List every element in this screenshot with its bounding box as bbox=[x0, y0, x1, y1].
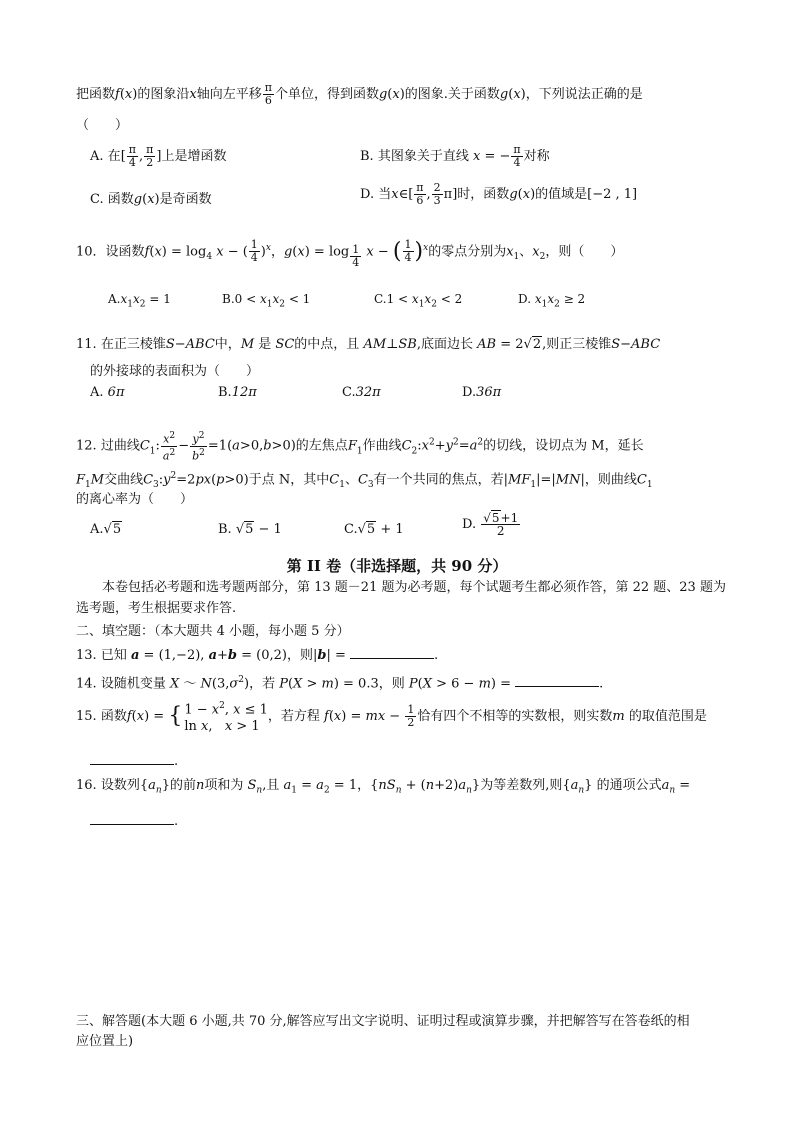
q9-option-c: C. 函数g(x)是奇函数 bbox=[90, 192, 212, 207]
q12-stem-line3: 的离心率为（ ） bbox=[76, 492, 194, 507]
q10-option-c: $C.1 < x_1x_2 < 2$ bbox=[374, 292, 463, 310]
q11-stem: 11. 在正三棱锥S−ABC中，M 是 SC的中点，且 AM⊥SB,底面边长 AB = 2√2,则正三棱锥S−ABC bbox=[76, 337, 661, 352]
q13: 13. 已知 a = (1,−2), a+b = (0,2)，则|b| = . bbox=[76, 648, 439, 663]
q16: 16. 设数列$\{a_n\}$的前n项和为 $S_n$,且 $a_1 = a_2 = 1$，$\{nS_n + (n+2)a_n\}$为等差数列,则$\{a_n\}$ 的通项公式$a_n$ = bbox=[76, 778, 691, 796]
fill-header: 二、填空题：（本大题共 4 小题，每小题 5 分） bbox=[76, 624, 350, 639]
q14: 14. 设随机变量 X ～ $N(3,\sigma^2)$，若 P(X > m) = 0.3，则 P(X > 6 − m) = . bbox=[76, 675, 604, 692]
q12-option-c: C.√5 + 1 bbox=[344, 522, 404, 537]
section-title: 第 II 卷（非选择题，共 90 分） bbox=[286, 557, 508, 575]
q12-stem-line2: $F_1M$交曲线$C_3:y^2=2px(p>0)$于点 N，其中$C_1$、$C_3$有一个共同的焦点，若$|MF_1|=|MN|$，则曲线$C_1$ bbox=[76, 471, 653, 490]
q12-option-d: D. $\frac{√5+1}{2}$ bbox=[462, 511, 519, 538]
q12-option-b: B. √5 − 1 bbox=[218, 522, 282, 537]
solve-header: 三、解答题(本大题 6 小题,共 70 分,解答应写出文字说明、证明过程或演算步骤，并把解答写在答卷纸的相 应位置上) bbox=[76, 1014, 690, 1049]
q10-stem: 10．设函数$f(x) = \log_4 x$ − ( $\frac{1}{4}$ )$^x$，g(x) = log $_{\frac{1}{4}}$ x − ( $\frac{1}{4}$ )$^x$的零点分别为$x_1$、$x_2$，则（ ） bbox=[76, 238, 624, 269]
q11-stem-cont: 的外接球的表面积为（ ） bbox=[90, 364, 260, 379]
q15-answer: . bbox=[90, 752, 738, 772]
q15: 15. 函数f(x) = { $1 - x^2$, x ≤ 1 ln x, x > 1，若方程 f(x) = mx − $\frac{1}{2}$ 恰有四个不相等的实数根，则实数m 的取值范围是 bbox=[76, 701, 707, 735]
q9-paren: （ ） bbox=[76, 118, 129, 133]
q9-stem: 把函数f(x)的图象沿x轴向左平移 $\frac{\pi}{6}$ 个单位，得到函数g(x)的图象.关于函数g(x)，下列说法正确的是 bbox=[76, 81, 643, 107]
q9-option-a: A. 在[ $\frac{\pi}{4}$ , $\frac{\pi}{2}$ ]上是增函数 bbox=[90, 143, 227, 169]
q12-stem: 12. 过曲线$C_1$: $\frac{x^2}{a^2}$ − $\frac{y^2}{b^2}$ =1(a>0,b>0)的左焦点$F_1$作曲线$C_2:x^2+y^2=a^2$的切线，设切点为 M，延长 bbox=[76, 431, 644, 463]
q9-option-d: D. 当x∈[ $\frac{\pi}{6}$ , $\frac{2}{3}$ π]时，函数g(x)的值域是[−2 , 1] bbox=[360, 181, 638, 207]
q11-option-a: A. 6π bbox=[90, 385, 125, 400]
q9-option-b: B. 其图象关于直线 x = − $\frac{\pi}{4}$ 对称 bbox=[360, 143, 550, 169]
q11-option-d: D.36π bbox=[462, 385, 502, 400]
q16-answer: . bbox=[90, 812, 738, 832]
q10-option-b: $B.0 < x_1x_2 < 1$ bbox=[222, 292, 311, 310]
q11-option-c: C.32π bbox=[342, 385, 381, 400]
section-intro: 本卷包括必考题和选考题两部分，第 13 题－21 题为必考题，每个试题考生都必须作答，第 22 题、23 题为选考题，考生根据要求作答. bbox=[76, 580, 726, 616]
q11-option-b: B.12π bbox=[218, 385, 257, 400]
q10-option-a: $A.x_1x_2 = 1$ bbox=[108, 292, 171, 310]
q10-option-d: D. $x_1x_2 \ge 2$ bbox=[518, 292, 586, 310]
q12-option-a: A.√5 bbox=[90, 522, 122, 537]
